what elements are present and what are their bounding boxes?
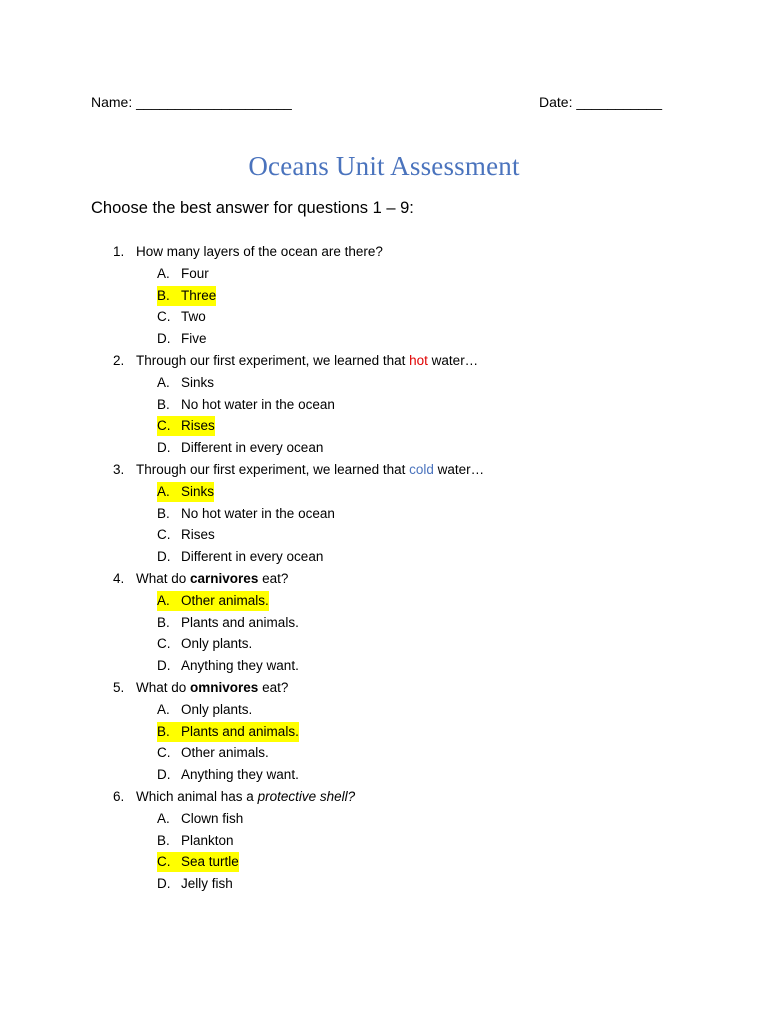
option-letter: B. (157, 505, 170, 521)
option-text: Sinks (181, 483, 215, 499)
question-text (136, 351, 478, 371)
page-title: Oceans Unit Assessment (248, 151, 520, 181)
option-letter: C. (157, 854, 171, 870)
answer-highlight (157, 591, 269, 611)
option-5d (0, 765, 768, 787)
question-number: 5. (113, 679, 125, 695)
answer-highlight (157, 416, 215, 436)
option-6d (0, 874, 768, 896)
option-letter: D. (157, 549, 171, 565)
question-text-part: eat? (258, 570, 289, 586)
hot-keyword: hot (409, 352, 428, 368)
option-text: Sinks (181, 374, 215, 390)
question-5 (0, 678, 768, 700)
option-text: Four (181, 265, 209, 281)
option-text: Plants and animals. (181, 723, 299, 739)
option-text: Anything they want. (181, 767, 299, 783)
option-text: Five (181, 331, 207, 347)
option-letter: A. (157, 483, 170, 499)
option-letter: D. (157, 658, 171, 674)
option-3c (0, 525, 768, 547)
question-list (0, 242, 768, 896)
answer-highlight (157, 852, 239, 872)
option-text: Clown fish (181, 810, 244, 826)
question-text-part: water… (427, 352, 479, 368)
question-3 (0, 460, 768, 482)
question-text-part: Which animal has a (136, 788, 258, 804)
option-letter: B. (157, 723, 170, 739)
option-3a-correct (0, 482, 768, 504)
option-letter: D. (157, 331, 171, 347)
option-6a (0, 809, 768, 831)
option-letter: D. (157, 767, 171, 783)
protective-shell-keyword: protective shell? (257, 788, 356, 804)
option-text: Three (181, 287, 217, 303)
option-letter: C. (157, 418, 171, 434)
option-1b-correct (0, 286, 768, 308)
name-field: Name: ____________________ (91, 94, 292, 110)
carnivores-keyword: carnivores (190, 570, 259, 586)
option-text: Plankton (181, 832, 234, 848)
question-1 (0, 242, 768, 264)
option-2a (0, 373, 768, 395)
option-letter: A. (157, 265, 170, 281)
option-4d (0, 656, 768, 678)
answer-highlight (157, 286, 216, 306)
question-text-part: water… (433, 461, 485, 477)
option-letter: A. (157, 701, 170, 717)
date-field: Date: ___________ (539, 94, 662, 110)
option-5c (0, 743, 768, 765)
question-text-part: What do (136, 679, 191, 695)
question-text-part: eat? (258, 679, 289, 695)
option-text: Sea turtle (181, 854, 239, 870)
question-text-part: What do (136, 570, 191, 586)
option-text: Two (181, 309, 206, 325)
option-1a (0, 264, 768, 286)
option-text: Jelly fish (181, 876, 233, 892)
option-text: Only plants. (181, 701, 253, 717)
question-2 (0, 351, 768, 373)
option-letter: C. (157, 745, 171, 761)
question-text-part: How many layers of the ocean are there? (136, 244, 383, 259)
option-text: Rises (181, 418, 215, 434)
question-text (136, 460, 484, 480)
question-text (136, 678, 288, 698)
option-letter: C. (157, 309, 171, 325)
option-5b-correct (0, 722, 768, 744)
question-text-part: Through our first experiment, we learned that (136, 352, 410, 368)
question-text (136, 787, 355, 807)
header-row (91, 94, 662, 114)
question-number: 3. (113, 461, 125, 477)
option-letter: D. (157, 876, 171, 892)
option-1c (0, 307, 768, 329)
option-text: Plants and animals. (181, 614, 299, 630)
option-text: No hot water in the ocean (181, 396, 335, 412)
option-3d (0, 547, 768, 569)
question-number: 2. (113, 352, 125, 368)
question-number: 4. (113, 570, 125, 586)
option-2c-correct (0, 416, 768, 438)
option-text: Only plants. (181, 636, 253, 652)
option-4a-correct (0, 591, 768, 613)
option-letter: A. (157, 374, 170, 390)
omnivores-keyword: omnivores (190, 679, 259, 695)
question-text-part: Through our first experiment, we learned that (136, 461, 410, 477)
option-3b (0, 504, 768, 526)
option-text: No hot water in the ocean (181, 505, 335, 521)
cold-keyword: cold (409, 461, 434, 477)
answer-highlight (157, 482, 214, 502)
option-text: Anything they want. (181, 658, 299, 674)
question-6 (0, 787, 768, 809)
option-5a (0, 700, 768, 722)
question-4 (0, 569, 768, 591)
question-number: 1. (113, 244, 125, 259)
question-text (136, 569, 288, 589)
option-text: Rises (181, 527, 215, 543)
option-letter: A. (157, 592, 170, 608)
option-text: Other animals. (181, 592, 269, 608)
instructions: Choose the best answer for questions 1 – 9: (91, 199, 414, 217)
option-1d (0, 329, 768, 351)
option-4c (0, 634, 768, 656)
option-letter: B. (157, 396, 170, 412)
option-letter: A. (157, 810, 170, 826)
answer-highlight (157, 722, 299, 742)
option-letter: C. (157, 636, 171, 652)
option-letter: C. (157, 527, 171, 543)
question-number: 6. (113, 788, 125, 804)
option-4b (0, 613, 768, 635)
question-text (136, 242, 383, 262)
option-letter: B. (157, 287, 170, 303)
option-letter: B. (157, 832, 170, 848)
option-2d (0, 438, 768, 460)
option-6c-correct (0, 852, 768, 874)
option-2b (0, 395, 768, 417)
option-text: Different in every ocean (181, 549, 324, 565)
option-letter: B. (157, 614, 170, 630)
option-text: Other animals. (181, 745, 269, 761)
option-text: Different in every ocean (181, 440, 324, 456)
option-letter: D. (157, 440, 171, 456)
option-6b (0, 831, 768, 853)
